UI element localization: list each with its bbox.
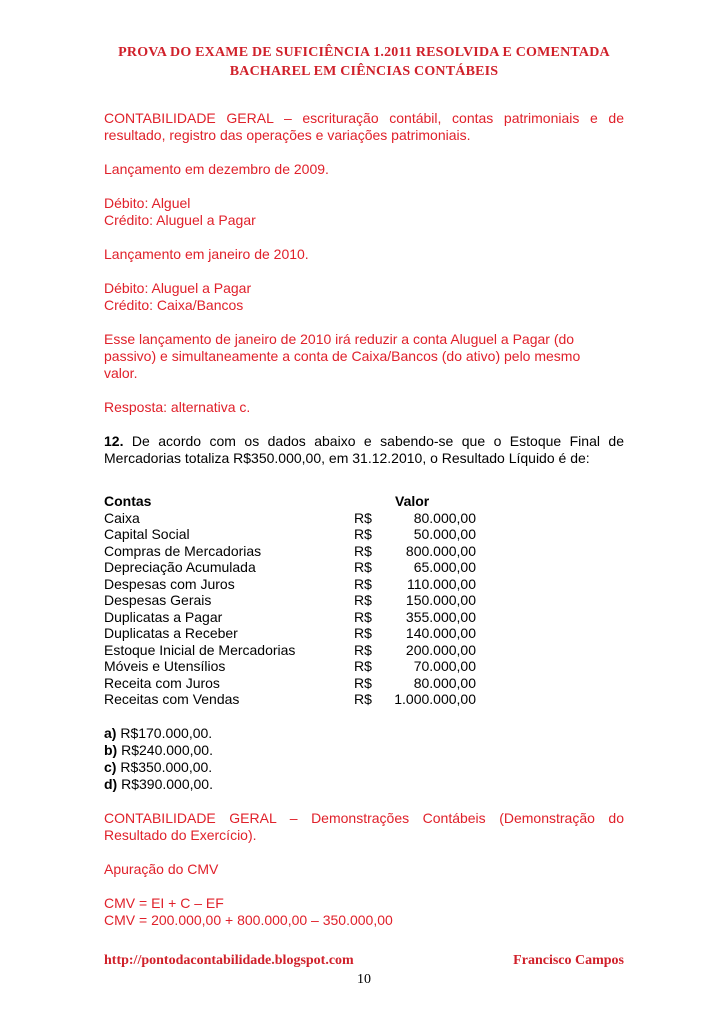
section-heading-1 [104,110,624,144]
account-value: 150.000,00 [405,592,476,608]
account-value: 800.000,00 [405,542,476,559]
account-name: Móveis e Utensílios [104,658,226,674]
table-row [104,658,624,675]
option-d [104,776,624,793]
table-row [104,559,624,576]
entry1-credit: Crédito: Aluguel a Pagar [104,212,256,228]
account-value: 70.000,00 [413,658,476,674]
header-subtitle: BACHAREL EM CIÊNCIAS CONTÁBEIS [229,64,499,79]
section1-line2: resultado, registro das operações e variações patrimoniais. [104,127,471,143]
page-content [104,110,624,946]
table-row [104,576,624,593]
answer-text: Resposta: alternativa c. [104,399,251,415]
option-a-letter: a) [104,724,117,741]
entry2-debit: Débito: Aluguel a Pagar [104,280,252,296]
account-value: 80.000,00 [413,509,476,526]
option-c [104,759,624,776]
account-name: Capital Social [104,526,190,542]
currency-symbol: R$ [354,542,372,559]
currency-symbol: R$ [354,674,372,691]
option-a-text: R$170.000,00. [116,724,213,741]
account-name: Despesas com Juros [104,575,235,592]
table-row [104,592,624,609]
table-row [104,691,624,708]
currency-symbol: R$ [354,608,372,625]
account-name: Caixa [104,509,140,526]
blog-link[interactable]: http://pontodacontabilidade.blogspot.com [104,953,354,968]
entry2-title: Lançamento em janeiro de 2010. [104,246,309,262]
table-body [104,510,624,708]
table-row [104,642,624,659]
column-header-value: Valor [395,493,430,509]
currency-symbol: R$ [354,625,372,641]
option-b-text: R$240.000,00. [117,741,213,758]
account-name: Compras de Mercadorias [104,542,262,559]
question12-line2: Mercadorias totaliza R$350.000,00, em 31.12.2010, o Resultado Líquido é de: [104,450,590,466]
account-name: Depreciação Acumulada [104,559,256,575]
account-value: 355.000,00 [405,608,476,625]
table-row [104,543,624,560]
currency-symbol: R$ [354,658,372,674]
table-row [104,609,624,626]
option-c-text: R$350.000,00. [116,758,213,775]
cmv-formula-1: CMV = EI + C – EF [104,894,224,911]
question-12 [104,433,624,467]
option-c-letter: c) [104,758,117,775]
currency-symbol: R$ [354,592,372,608]
page-footer [104,953,624,969]
account-name: Receita com Juros [104,674,220,691]
account-value: 65.000,00 [413,559,476,575]
cmv-formulas [104,895,624,929]
page-number: 10 [357,972,371,987]
option-b [104,742,624,759]
account-name: Receitas com Vendas [104,691,240,707]
currency-symbol: R$ [354,575,372,592]
answer-options [104,725,624,793]
option-d-text: R$390.000,00. [117,775,213,792]
explanation-line3: valor. [104,365,138,381]
account-value: 200.000,00 [405,641,476,658]
section1-line1: CONTABILIDADE GERAL – escrituração contábil, contas patrimoniais e de [104,110,624,126]
account-name: Duplicatas a Receber [104,625,238,641]
entry1-title: Lançamento em dezembro de 2009. [104,161,329,177]
section2-line2: Resultado do Exercício). [104,826,257,843]
account-value: 110.000,00 [406,575,476,592]
account-value: 50.000,00 [413,526,476,542]
header-title: PROVA DO EXAME DE SUFICIÊNCIA 1.2011 RESOLVIDA E COMENTADA [118,45,610,60]
question12-text1: De acordo com os dados abaixo e sabendo-se que o Estoque Final de [123,433,624,449]
section-heading-2 [104,810,624,844]
currency-symbol: R$ [354,526,372,542]
currency-symbol: R$ [354,559,372,575]
table-row [104,625,624,642]
document-header [104,43,624,81]
table-row [104,526,624,543]
currency-symbol: R$ [354,509,372,526]
entry1-debit: Débito: Alguel [104,195,191,211]
account-value: 140.000,00 [405,625,476,641]
account-value: 80.000,00 [413,674,476,691]
section2-line1: CONTABILIDADE GERAL – Demonstrações Contábeis (Demonstração do [104,809,624,826]
entry2-credit: Crédito: Caixa/Bancos [104,297,244,313]
account-name: Despesas Gerais [104,592,212,608]
option-a [104,725,624,742]
currency-symbol: R$ [354,691,372,707]
option-b-letter: b) [104,741,118,758]
cmv-formula-2: CMV = 200.000,00 + 800.000,00 – 350.000,00 [104,911,393,928]
table-row [104,510,624,527]
currency-symbol: R$ [354,641,372,658]
account-name: Estoque Inicial de Mercadorias [104,641,296,658]
explanation-line1: Esse lançamento de janeiro de 2010 irá reduzir a conta Aluguel a Pagar (do [104,331,575,347]
accounts-table [104,493,624,708]
account-value: 1.000.000,00 [394,691,476,707]
explanation-paragraph [104,331,624,382]
option-d-letter: d) [104,775,118,792]
table-row [104,675,624,692]
column-header-accounts: Contas [104,493,152,509]
author-name: Francisco Campos [513,953,624,968]
entry2-lines [104,280,624,314]
question-number: 12. [104,433,124,449]
entry1-lines [104,195,624,229]
question12-line1 [104,433,624,450]
cmv-title: Apuração do CMV [104,860,219,877]
account-name: Duplicatas a Pagar [104,608,223,625]
table-header-row [104,493,624,510]
explanation-line2: passivo) e simultaneamente a conta de Caixa/Bancos (do ativo) pelo mesmo [104,348,581,364]
